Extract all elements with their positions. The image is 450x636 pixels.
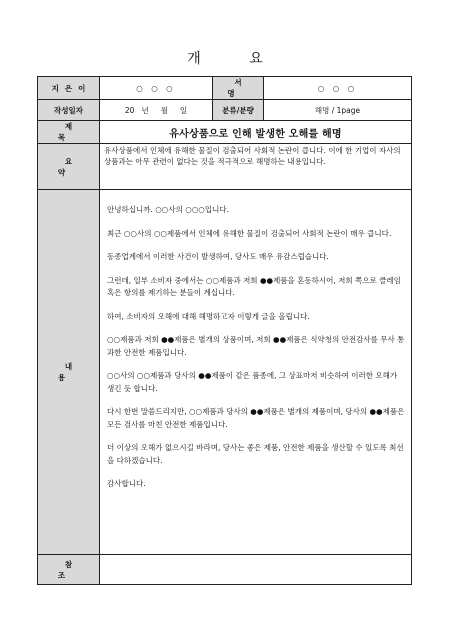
category-label: 분류/분량 [213,100,264,121]
content-paragraph: 동종업계에서 이러한 사건이 발생하여, 당사도 매우 유감스럽습니다. [107,252,329,261]
reviewer-label: 서 명 [213,77,264,100]
author-field[interactable]: ○ ○ ○ [100,77,213,100]
content-paragraph: 최근 ○○사의 ○○제품에서 인체에 유해한 물질이 검출되어 사회적 논란이 매우 큽니다. [107,228,392,238]
summary-label: 요 약 [38,144,100,190]
reference-field[interactable] [100,555,412,585]
content-paragraph: 더 이상의 오해가 없으시길 바라며, 당사는 좋은 제품, 안전한 제품을 생산할 수 있도록 최선을 다하겠습니다. [107,443,404,465]
category-field[interactable]: 해명 / 1page [264,100,412,121]
content-field[interactable] [100,190,412,555]
summary-field[interactable]: 유사상품에서 인체에 유해한 물질이 검출되어 사회적 논란이 큽니다. 이에 한 기업이 자사의 상품과는 아무 관련이 없다는 것을 적극적으로 해명하는 내용입니다. [100,144,412,190]
content-paragraph: ○○사의 ○○제품과 당사의 ●●제품이 같은 품종에, 그 상표마저 비슷하여 이러한 오해가 생긴 듯 합니다. [107,371,398,393]
subject-field[interactable]: 유사상품으로 인해 발생한 오해를 해명 [100,121,412,144]
content-paragraph: 다시 한번 말씀드리지만, ○○제품과 당사의 ●●제품은 별개의 제품이며, 당사의 ●●제품은 모든 검사를 마친 안전한 제품입니다. [107,407,405,429]
page-title: 개 요 [187,51,285,67]
summary-form [37,76,412,585]
reviewer-field[interactable]: ○ ○ ○ [264,77,412,100]
date-field[interactable]: 20 년 월 일 [100,100,213,121]
reference-label: 참 조 [38,555,100,585]
content-paragraph: 감사합니다. [107,479,146,488]
content-paragraph: 그런데, 일부 소비자 중에서는 ○○제품과 저희 ●●제품을 혼동하시어, 저희 쪽으로 클레임 혹은 항의를 제기하는 분들이 계십니다. [107,275,401,297]
date-label: 작성일자 [38,100,100,121]
subject-label: 제 목 [38,121,100,144]
content-paragraph: 하여, 소비자의 오해에 대해 해명하고자 이렇게 글을 올립니다. [107,311,310,321]
content-paragraph: ○○제품과 저희 ●●제품은 별개의 상품이며, 저희 ●●제품은 식약청의 안전감사를 무사 통과한 안전한 제품입니다. [107,335,405,357]
content-label: 내 용 [38,190,100,555]
author-label: 지은이 [38,77,100,100]
content-paragraph: 안녕하십니까. ○○사의 ○○○입니다. [107,205,229,214]
